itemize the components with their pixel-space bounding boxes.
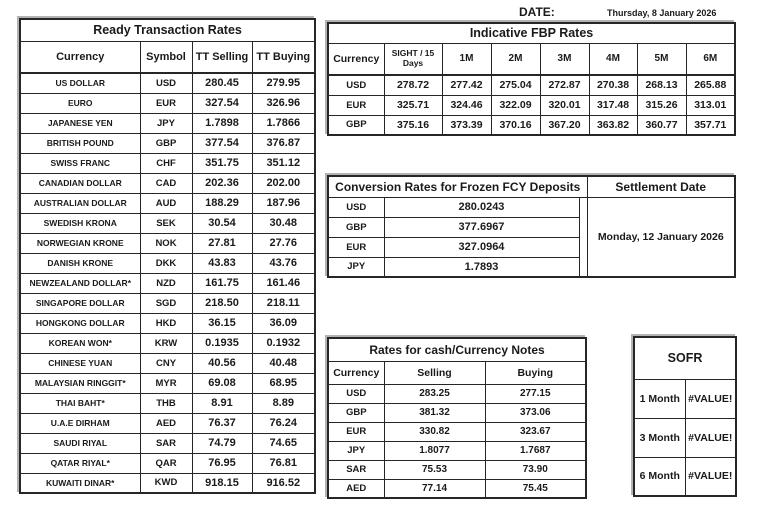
ready-rate-cell: 327.54 [192, 93, 252, 113]
fbp-rate-cell: 270.38 [589, 75, 637, 95]
fbp-rate-cell: EUR [328, 95, 384, 115]
sofr-tenor: 1 Month [634, 379, 685, 418]
ready-rate-row [20, 333, 315, 353]
ready-rate-cell: KWD [140, 473, 192, 493]
ready-rate-cell: EUR [140, 93, 192, 113]
fbp-rate-cell: 320.01 [540, 95, 589, 115]
ready-rate-cell: 161.46 [252, 273, 315, 293]
ready-rate-cell: USD [140, 73, 192, 93]
ready-rate-cell: QAR [140, 453, 192, 473]
cash-rate-row [328, 441, 586, 460]
fbp-rate-cell: 278.72 [384, 75, 442, 95]
column-header-currency: Currency [328, 43, 384, 75]
cash-rate-cell: 373.06 [485, 403, 586, 422]
ready-rate-cell: 351.12 [252, 153, 315, 173]
sofr-value: #VALUE! [685, 418, 736, 457]
indicative-fbp-rates-table [327, 22, 736, 136]
ready-rate-row [20, 293, 315, 313]
fbp-rate-cell: 265.88 [686, 75, 735, 95]
ready-rates-title: Ready Transaction Rates [20, 19, 315, 41]
ready-rate-cell: 1.7866 [252, 113, 315, 133]
sofr-value: #VALUE! [685, 379, 736, 418]
cash-currency-notes-table [327, 337, 587, 499]
table-title-row [328, 23, 735, 43]
frozen-fcy-and-settlement-table [327, 175, 736, 278]
ready-rate-cell: 76.81 [252, 453, 315, 473]
ready-rate-cell: 0.1932 [252, 333, 315, 353]
ready-rate-row [20, 353, 315, 373]
fbp-rate-cell: 315.26 [637, 95, 686, 115]
ready-rate-cell: 36.15 [192, 313, 252, 333]
fbp-rate-cell: 357.71 [686, 115, 735, 135]
cash-rate-cell: JPY [328, 441, 384, 460]
cash-rate-cell: USD [328, 384, 384, 403]
ready-rate-cell: 68.95 [252, 373, 315, 393]
ready-rate-cell: QATAR RIYAL* [20, 453, 140, 473]
ready-rate-cell: 376.87 [252, 133, 315, 153]
cash-rate-row [328, 422, 586, 441]
cash-rate-row [328, 479, 586, 498]
column-header-4m: 4M [589, 43, 637, 75]
column-header-tt-selling: TT Selling [192, 41, 252, 73]
ready-rate-cell: 27.81 [192, 233, 252, 253]
frozen-rate-currency: USD [328, 197, 384, 217]
cash-rate-cell: 283.25 [384, 384, 485, 403]
ready-rate-cell: CHF [140, 153, 192, 173]
cash-rate-cell: 330.82 [384, 422, 485, 441]
column-header-sight-15-days: SIGHT / 15 Days [384, 43, 442, 75]
fbp-rate-cell: 360.77 [637, 115, 686, 135]
ready-rate-row [20, 433, 315, 453]
cash-rate-cell: 75.45 [485, 479, 586, 498]
fbp-rate-cell: 363.82 [589, 115, 637, 135]
ready-rate-cell: NOK [140, 233, 192, 253]
ready-rate-cell: 202.36 [192, 173, 252, 193]
ready-rate-cell: KRW [140, 333, 192, 353]
column-header-buying: Buying [485, 361, 586, 384]
ready-rate-cell: CAD [140, 173, 192, 193]
ready-rate-cell: 27.76 [252, 233, 315, 253]
ready-rate-cell: SINGAPORE DOLLAR [20, 293, 140, 313]
ready-rate-cell: 161.75 [192, 273, 252, 293]
ready-rate-cell: NORWEGIAN KRONE [20, 233, 140, 253]
ready-rate-cell: HONGKONG DOLLAR [20, 313, 140, 333]
ready-rate-cell: HKD [140, 313, 192, 333]
ready-rate-row [20, 133, 315, 153]
ready-rate-cell: 351.75 [192, 153, 252, 173]
ready-rate-cell: AED [140, 413, 192, 433]
table-title-row [634, 337, 736, 379]
ready-rate-cell: BRITISH POUND [20, 133, 140, 153]
ready-rate-cell: AUD [140, 193, 192, 213]
fbp-rate-cell: 317.48 [589, 95, 637, 115]
sofr-row [634, 418, 736, 457]
ready-rate-row [20, 153, 315, 173]
ready-rate-cell: 326.96 [252, 93, 315, 113]
column-header-currency: Currency [20, 41, 140, 73]
fbp-rates-title: Indicative FBP Rates [328, 23, 735, 43]
ready-rate-cell: SWISS FRANC [20, 153, 140, 173]
ready-rate-row [20, 253, 315, 273]
ready-rate-cell: 1.7898 [192, 113, 252, 133]
ready-rate-cell: KOREAN WON* [20, 333, 140, 353]
table-header-row [328, 361, 586, 384]
column-header-currency: Currency [328, 361, 384, 384]
ready-rate-cell: 30.48 [252, 213, 315, 233]
table-header-row [328, 43, 735, 75]
cash-rate-cell: 1.8077 [384, 441, 485, 460]
column-header-6m: 6M [686, 43, 735, 75]
cash-rate-cell: 75.53 [384, 460, 485, 479]
ready-rate-row [20, 193, 315, 213]
ready-rate-cell: 43.83 [192, 253, 252, 273]
ready-rate-cell: 8.89 [252, 393, 315, 413]
ready-rate-cell: U.A.E DIRHAM [20, 413, 140, 433]
date-value: Thursday, 8 January 2026 [607, 8, 717, 18]
column-header-symbol: Symbol [140, 41, 192, 73]
frozen-rate-currency: JPY [328, 257, 384, 277]
ready-rate-cell: 202.00 [252, 173, 315, 193]
fbp-rate-cell: 370.16 [491, 115, 540, 135]
column-header-2m: 2M [491, 43, 540, 75]
ready-rate-row [20, 233, 315, 253]
spacer-cell [579, 257, 587, 277]
cash-rate-cell: EUR [328, 422, 384, 441]
ready-rate-cell: 69.08 [192, 373, 252, 393]
ready-rate-cell: GBP [140, 133, 192, 153]
ready-rate-cell: THB [140, 393, 192, 413]
settlement-date-title: Settlement Date [587, 176, 735, 197]
sofr-row [634, 457, 736, 496]
ready-rate-row [20, 93, 315, 113]
spacer-cell [579, 237, 587, 257]
frozen-rate-value: 1.7893 [384, 257, 579, 277]
ready-rate-cell: THAI BAHT* [20, 393, 140, 413]
fbp-rate-cell: 268.13 [637, 75, 686, 95]
cash-rate-cell: 277.15 [485, 384, 586, 403]
ready-rate-cell: 187.96 [252, 193, 315, 213]
ready-rate-cell: 279.95 [252, 73, 315, 93]
ready-rate-cell: JPY [140, 113, 192, 133]
fbp-rate-cell: 272.87 [540, 75, 589, 95]
ready-rate-cell: CANADIAN DOLLAR [20, 173, 140, 193]
ready-rate-cell: AUSTRALIAN DOLLAR [20, 193, 140, 213]
ready-rate-cell: SWEDISH KRONA [20, 213, 140, 233]
fbp-rate-cell: 322.09 [491, 95, 540, 115]
fbp-rate-cell: 277.42 [442, 75, 491, 95]
ready-rate-cell: 74.79 [192, 433, 252, 453]
frozen-rate-value: 377.6967 [384, 217, 579, 237]
cash-rate-cell: 381.32 [384, 403, 485, 422]
ready-rate-cell: SEK [140, 213, 192, 233]
ready-rate-cell: CNY [140, 353, 192, 373]
settlement-date-value: Monday, 12 January 2026 [587, 197, 735, 277]
frozen-deposits-title: Conversion Rates for Frozen FCY Deposits [328, 176, 587, 197]
column-header-selling: Selling [384, 361, 485, 384]
ready-rate-cell: 188.29 [192, 193, 252, 213]
ready-rate-cell: MYR [140, 373, 192, 393]
ready-rate-cell: 218.11 [252, 293, 315, 313]
column-header-5m: 5M [637, 43, 686, 75]
ready-rate-cell: 8.91 [192, 393, 252, 413]
fbp-rate-row [328, 75, 735, 95]
fbp-rate-cell: 375.16 [384, 115, 442, 135]
ready-rate-cell: EURO [20, 93, 140, 113]
cash-rate-cell: AED [328, 479, 384, 498]
sofr-table [633, 336, 737, 497]
spacer-cell [579, 197, 587, 217]
fbp-rate-cell: 313.01 [686, 95, 735, 115]
ready-rate-cell: MALAYSIAN RINGGIT* [20, 373, 140, 393]
cash-rate-cell: 73.90 [485, 460, 586, 479]
ready-rate-cell: 76.95 [192, 453, 252, 473]
column-header-1m: 1M [442, 43, 491, 75]
ready-rate-cell: 218.50 [192, 293, 252, 313]
sofr-value: #VALUE! [685, 457, 736, 496]
ready-rate-cell: US DOLLAR [20, 73, 140, 93]
fbp-rate-cell: GBP [328, 115, 384, 135]
ready-rate-row [20, 393, 315, 413]
frozen-rate-value: 327.0964 [384, 237, 579, 257]
frozen-rate-row [328, 197, 735, 217]
ready-rate-cell: 43.76 [252, 253, 315, 273]
table-header-row [328, 176, 735, 197]
fbp-rate-cell: 275.04 [491, 75, 540, 95]
ready-rate-row [20, 173, 315, 193]
ready-rate-cell: 40.56 [192, 353, 252, 373]
ready-rate-cell: CHINESE YUAN [20, 353, 140, 373]
ready-rate-cell: SGD [140, 293, 192, 313]
cash-notes-title: Rates for cash/Currency Notes [328, 338, 586, 361]
ready-rate-cell: SAUDI RIYAL [20, 433, 140, 453]
ready-rate-cell: 76.37 [192, 413, 252, 433]
ready-rate-cell: NEWZEALAND DOLLAR* [20, 273, 140, 293]
ready-rate-row [20, 373, 315, 393]
fbp-rate-cell: 324.46 [442, 95, 491, 115]
fbp-rate-cell: 325.71 [384, 95, 442, 115]
cash-rate-cell: 77.14 [384, 479, 485, 498]
ready-rate-cell: 916.52 [252, 473, 315, 493]
sofr-row [634, 379, 736, 418]
ready-transaction-rates-table [19, 18, 316, 494]
fbp-rate-row [328, 95, 735, 115]
cash-rate-row [328, 403, 586, 422]
frozen-rate-value: 280.0243 [384, 197, 579, 217]
ready-rate-row [20, 213, 315, 233]
table-title-row [328, 338, 586, 361]
ready-rate-cell: SAR [140, 433, 192, 453]
ready-rate-row [20, 453, 315, 473]
table-header-row [20, 41, 315, 73]
fbp-rate-row [328, 115, 735, 135]
cash-rate-cell: 323.67 [485, 422, 586, 441]
cash-rate-row [328, 384, 586, 403]
cash-rate-row [328, 460, 586, 479]
ready-rate-cell: 76.24 [252, 413, 315, 433]
sofr-tenor: 6 Month [634, 457, 685, 496]
spacer-cell [579, 217, 587, 237]
sofr-title: SOFR [634, 337, 736, 379]
cash-rate-cell: GBP [328, 403, 384, 422]
ready-rate-cell: KUWAITI DINAR* [20, 473, 140, 493]
fbp-rate-cell: 367.20 [540, 115, 589, 135]
table-title-row [20, 19, 315, 41]
date-label: DATE: [519, 5, 555, 19]
column-header-3m: 3M [540, 43, 589, 75]
ready-rate-cell: 377.54 [192, 133, 252, 153]
ready-rate-cell: 36.09 [252, 313, 315, 333]
column-header-tt-buying: TT Buying [252, 41, 315, 73]
ready-rate-cell: DANISH KRONE [20, 253, 140, 273]
cash-rate-cell: SAR [328, 460, 384, 479]
fbp-rate-cell: USD [328, 75, 384, 95]
ready-rate-cell: 280.45 [192, 73, 252, 93]
frozen-rate-currency: EUR [328, 237, 384, 257]
frozen-rate-currency: GBP [328, 217, 384, 237]
ready-rate-cell: 918.15 [192, 473, 252, 493]
ready-rate-cell: NZD [140, 273, 192, 293]
ready-rate-row [20, 473, 315, 493]
ready-rate-cell: DKK [140, 253, 192, 273]
cash-rate-cell: 1.7687 [485, 441, 586, 460]
ready-rate-cell: 0.1935 [192, 333, 252, 353]
ready-rate-cell: JAPANESE YEN [20, 113, 140, 133]
ready-rate-cell: 30.54 [192, 213, 252, 233]
ready-rate-row [20, 113, 315, 133]
ready-rate-row [20, 73, 315, 93]
fbp-rate-cell: 373.39 [442, 115, 491, 135]
ready-rate-row [20, 313, 315, 333]
ready-rate-cell: 74.65 [252, 433, 315, 453]
sofr-tenor: 3 Month [634, 418, 685, 457]
ready-rate-row [20, 273, 315, 293]
ready-rate-cell: 40.48 [252, 353, 315, 373]
ready-rate-row [20, 413, 315, 433]
